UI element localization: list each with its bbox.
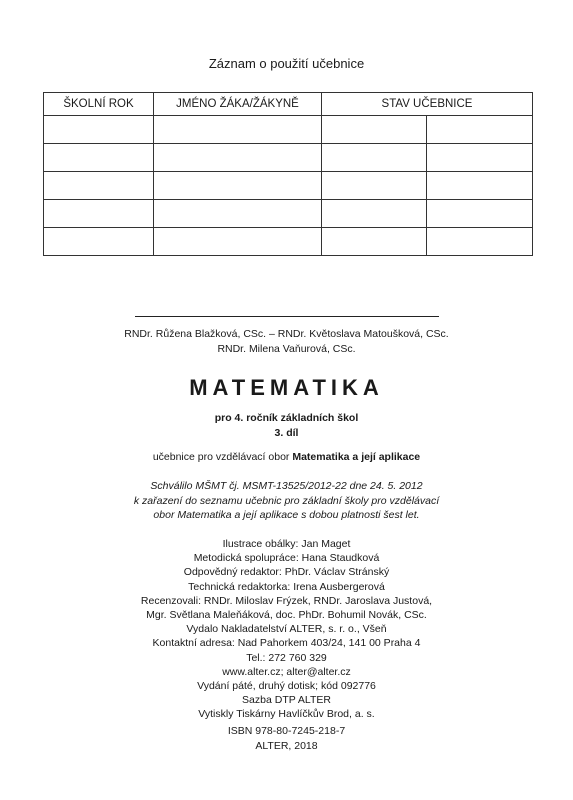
credit-line: Vytiskly Tiskárny Havlíčkův Brod, a. s. [198,708,375,721]
approval-notice [0,479,573,523]
grade-line: pro 4. ročník základních škol [214,412,359,424]
credit-line: Metodická spolupráce: Hana Staudková [193,552,380,565]
column-header-school-year: ŠKOLNÍ ROK [44,93,154,116]
condition-cell [322,172,427,200]
author-line: RNDr. Milena Vaňurová, CSc. [217,343,356,355]
table-row [44,172,533,200]
approval-line: obor Matematika a její aplikace s dobou platnosti šest let. [153,509,420,521]
usage-record-title: Záznam o použití učebnice [208,56,365,71]
condition-cell [322,144,427,172]
school-year-cell [44,144,154,172]
table-body [44,116,533,256]
table-row [44,144,533,172]
credit-line: Kontaktní adresa: Nad Pahorkem 403/24, 141 00 Praha 4 [152,637,421,650]
school-year-cell [44,172,154,200]
column-header-student-name: JMÉNO ŽÁKA/ŽÁKYNĚ [154,93,322,116]
authors [0,327,573,357]
subject-name: Matematika a její aplikace [292,451,421,463]
school-year-cell [44,228,154,256]
author-line: RNDr. Růžena Blažková, CSc. – RNDr. Květoslava Matoušková, CSc. [124,328,449,340]
student-name-cell [154,116,322,144]
credit-line: www.alter.cz; alter@alter.cz [222,665,351,678]
usage-record-table [43,92,533,256]
table-header-row [44,93,533,116]
subject-line [0,451,573,463]
book-title: MATEMATIKA [189,375,384,400]
table-row [44,228,533,256]
condition-cell [427,116,533,144]
credit-line: Tel.: 272 760 329 [246,651,327,664]
isbn-block [0,724,573,753]
volume-line: 3. díl [274,427,299,439]
condition-cell [322,228,427,256]
school-year-cell [44,116,154,144]
table-row [44,116,533,144]
condition-cell [427,228,533,256]
credit-line: Ilustrace obálky: Jan Maget [222,538,351,550]
student-name-cell [154,228,322,256]
credit-line: Mgr. Světlana Maleňáková, doc. PhDr. Bohumil Novák, CSc. [146,609,427,622]
condition-cell [427,172,533,200]
column-header-book-condition: STAV UČEBNICE [322,93,533,116]
grade-info [0,411,573,441]
condition-cell [427,200,533,228]
credits [0,537,573,722]
credit-line: Recenzovali: RNDr. Miloslav Frýzek, RNDr. Jaroslava Justová, [140,594,433,607]
isbn: ISBN 978-80-7245-218-7 [227,725,346,737]
credit-line: Odpovědný redaktor: PhDr. Václav Stránský [183,566,390,579]
approval-line: k zařazení do seznamu učebnic pro základní školy pro vzdělávací [133,494,440,507]
school-year-cell [44,200,154,228]
condition-cell [427,144,533,172]
credit-line: Technická redaktorka: Irena Ausbergerová [188,580,385,593]
student-name-cell [154,172,322,200]
publisher-year: ALTER, 2018 [255,739,318,752]
approval-line: Schválilo MŠMT čj. MSMT-13525/2012-22 dne 24. 5. 2012 [150,480,423,492]
subject-prefix: učebnice pro vzdělávací obor [152,451,293,463]
student-name-cell [154,144,322,172]
credit-line: Vydalo Nakladatelství ALTER, s. r. o., Všeň [186,623,387,636]
student-name-cell [154,200,322,228]
credit-line: Vydání páté, druhý dotisk; kód 092776 [197,680,376,693]
divider-line [135,316,439,317]
table-row [44,200,533,228]
condition-cell [322,116,427,144]
credit-line: Sazba DTP ALTER [242,694,331,707]
condition-cell [322,200,427,228]
